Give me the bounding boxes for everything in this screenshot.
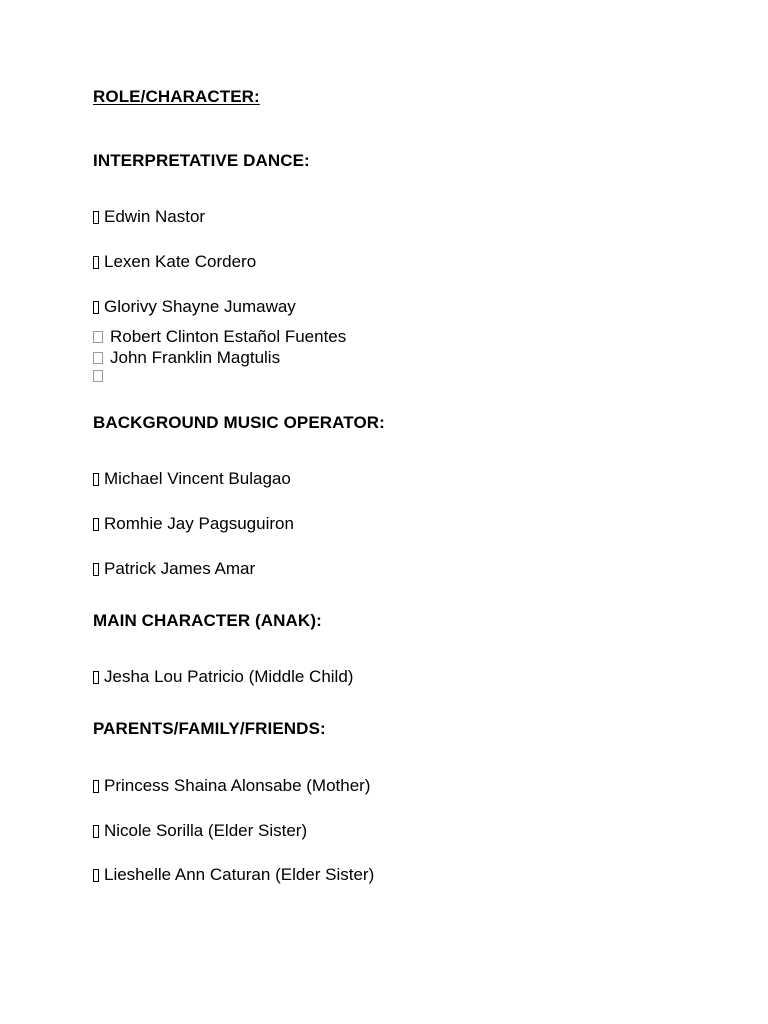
list-item [93,469,291,489]
list-item [93,370,110,382]
member-name: Nicole Sorilla (Elder Sister) [104,821,308,840]
list-item [93,776,370,796]
member-name: Lexen Kate Cordero [104,252,257,271]
list-item [93,667,353,687]
bullet-icon [93,869,99,882]
bullet-icon [93,211,99,224]
list-item [93,865,374,885]
list-item [93,348,280,368]
member-name: John Franklin Magtulis [110,348,281,367]
list-item [93,297,296,317]
member-name: Jesha Lou Patricio (Middle Child) [104,667,354,686]
interpretative-dance-heading: INTERPRETATIVE DANCE: [93,151,310,170]
list-item [93,252,256,272]
bullet-icon [93,473,99,486]
bullet-icon [93,780,99,793]
bullet-icon [93,671,99,684]
member-name: Glorivy Shayne Jumaway [104,297,296,316]
background-music-heading: BACKGROUND MUSIC OPERATOR: [93,413,385,432]
bullet-icon [93,301,99,314]
parents-family-heading: PARENTS/FAMILY/FRIENDS: [93,719,326,738]
bullet-icon [93,370,103,382]
list-item [93,821,307,841]
member-name: Michael Vincent Bulagao [104,469,291,488]
main-character-heading: MAIN CHARACTER (ANAK): [93,611,322,630]
bullet-icon [93,825,99,838]
member-name: Romhie Jay Pagsuguiron [104,514,294,533]
bullet-icon [93,352,103,364]
role-character-heading: ROLE/CHARACTER: [93,87,260,106]
member-name: Robert Clinton Estañol Fuentes [110,327,347,346]
list-item [93,207,205,227]
list-item [93,559,255,579]
list-item [93,514,294,534]
bullet-icon [93,331,103,343]
member-name: Lieshelle Ann Caturan (Elder Sister) [104,865,375,884]
bullet-icon [93,518,99,531]
member-name: Princess Shaina Alonsabe (Mother) [104,776,371,795]
member-name: Patrick James Amar [104,559,256,578]
member-name: Edwin Nastor [104,207,206,226]
bullet-icon [93,256,99,269]
list-item [93,327,346,347]
bullet-icon [93,563,99,576]
